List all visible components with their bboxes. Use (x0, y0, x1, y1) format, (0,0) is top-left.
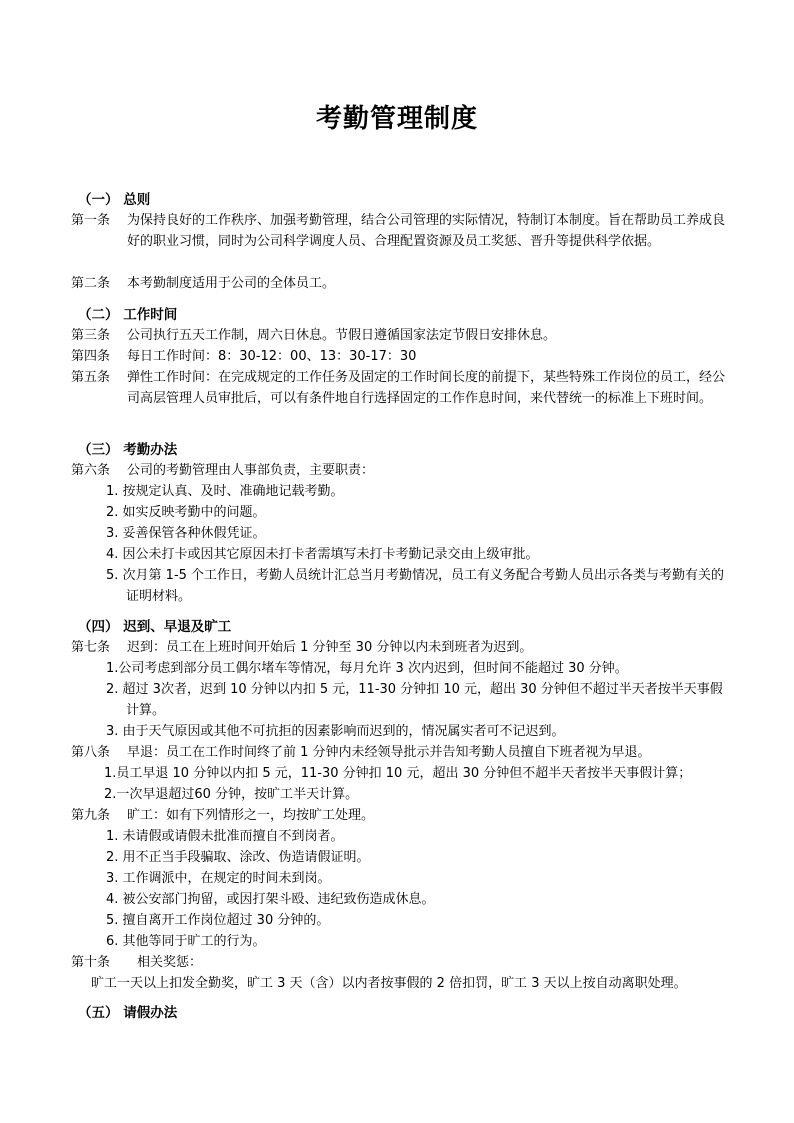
article-text: 早退：员工在工作时间终了前 1 分钟内未经领导批示并告知考勤人员擅自下班者视为早退。 (127, 745, 651, 760)
article-4 (71, 346, 731, 367)
list-item: 1.公司考虑到部分员工偶尔堵车等情况，每月允许 3 次内迟到，但时间不能超过 30 分钟。 (106, 661, 628, 676)
list-item: 2. 超过 3次者，迟到 10 分钟以内扣 5 元，11-30 分钟扣 10 元，超出 30 分钟但不超过半天者按半天事假计算。 (106, 682, 723, 718)
article-1 (71, 210, 731, 252)
list-item: 1. 按规定认真、及时、准确地记载考勤。 (106, 484, 344, 499)
article-7 (71, 637, 731, 658)
article-text: 本考勤制度适用于公司的全体员工。 (127, 276, 336, 291)
article-text: 每日工作时间：8：30-12：00、13：30-17：30 (127, 349, 417, 364)
article-text: 公司的考勤管理由人事部负责，主要职责： (127, 463, 375, 478)
article-6 (71, 460, 731, 481)
article-text: 相关奖惩： (137, 955, 203, 970)
list-item: 2. 用不正当手段骗取、涂改、伪造请假证明。 (106, 850, 370, 865)
article-5 (71, 367, 731, 409)
article-text: 弹性工作时间：在完成规定的工作任务及固定的工作时间长度的前提下，某些特殊工作岗位的员工，经公司高层管理人员审批后，可以有条件地自行选择固定的工作作息时间，来代替统一的标准上下班时间。 (127, 370, 726, 406)
list-item: 3. 妥善保管各种休假凭证。 (106, 526, 266, 541)
article-number: 第六条 (71, 463, 111, 478)
list-item: 1. 未请假或请假未批准而擅自不到岗者。 (106, 829, 344, 844)
article-number: 第一条 (71, 213, 111, 228)
list-item: 1.员工早退 10 分钟以内扣 5 元，11-30 分钟扣 10 元，超出 30 分钟但不超半天者按半天事假计算； (104, 766, 692, 781)
article-number: 第二条 (71, 276, 111, 291)
section-heading: （五） 请假办法 (78, 1005, 178, 1021)
article-number: 第九条 (71, 808, 111, 823)
article-2 (71, 273, 731, 294)
article-text: 旷工：如有下列情形之一，均按旷工处理。 (127, 808, 375, 823)
article-number: 第七条 (71, 640, 111, 655)
list-item: 6. 其他等同于旷工的行为。 (106, 934, 266, 949)
article-text: 为保持良好的工作秩序、加强考勤管理，结合公司管理的实际情况，特制订本制度。旨在帮助员工养成良好的职业习惯，同时为公司科学调度人员、合理配置资源及员工奖惩、晋升等提供科学依据。 (127, 213, 726, 249)
article-text: 迟到：员工在上班时间开始后 1 分钟至 30 分钟以内未到班者为迟到。 (127, 640, 533, 655)
list-item: 5. 次月第 1-5 个工作日，考勤人员统计汇总当月考勤情况，员工有义务配合考勤人员出示各类与考勤有关的证明材料。 (106, 568, 725, 604)
document-title: 考勤管理制度 (315, 104, 478, 134)
article-number: 第八条 (71, 745, 111, 760)
section-heading: （三） 考勤办法 (78, 442, 178, 458)
list-item: 5. 擅自离开工作岗位超过 30 分钟的。 (106, 913, 330, 928)
list-item: 4. 被公安部门拘留，或因打架斗殴、违纪致伤造成休息。 (106, 892, 435, 907)
list-item: 4. 因公未打卡或因其它原因未打卡者需填写未打卡考勤记录交由上级审批。 (106, 547, 539, 562)
article-9 (71, 805, 731, 826)
article-number: 第五条 (71, 370, 111, 385)
section-heading: （二） 工作时间 (78, 307, 178, 323)
article-8 (71, 742, 731, 763)
section-heading: （一） 总则 (78, 192, 151, 208)
list-item: 3. 由于天气原因或其他不可抗拒的因素影响而迟到的，情况属实者可不记迟到。 (106, 724, 565, 739)
list-item: 2.一次早退超过60 分钟，按旷工半天计算。 (104, 787, 359, 802)
list-item: 3. 工作调派中，在规定的时间未到岗。 (106, 871, 331, 886)
section-heading: （四） 迟到、早退及旷工 (78, 619, 232, 635)
article-number: 第十条 (71, 955, 111, 970)
article-number: 第三条 (71, 328, 111, 343)
article-3 (71, 325, 731, 346)
list-item: 旷工一天以上扣发全勤奖，旷工 3 天（含）以内者按事假的 2 倍扣罚，旷工 3 天以上按自动离职处理。 (91, 976, 687, 991)
article-text: 公司执行五天工作制，周六日休息。节假日遵循国家法定节假日安排休息。 (127, 328, 557, 343)
article-10 (71, 952, 731, 973)
article-number: 第四条 (71, 349, 111, 364)
list-item: 2. 如实反映考勤中的问题。 (106, 505, 266, 520)
